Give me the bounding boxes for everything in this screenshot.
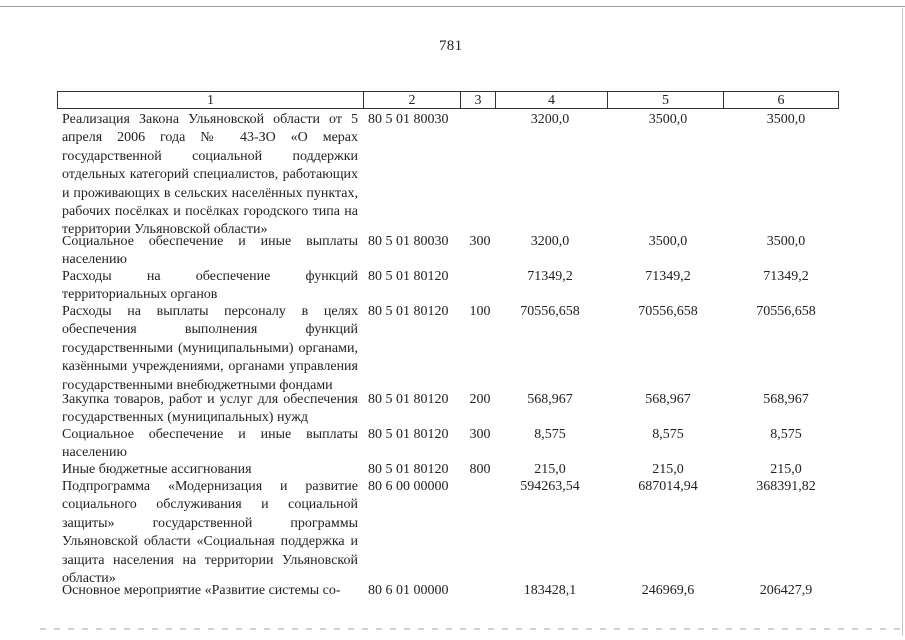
header-col-5: 5	[662, 93, 669, 108]
table-header-row	[57, 91, 839, 109]
row-value-5: 3500,0	[648, 112, 688, 127]
row-name: Социальное обеспечение и иные выплаты населению	[62, 427, 358, 461]
row-code: 80 5 01 80120	[368, 462, 449, 477]
row-name: Подпрограмма «Модернизация и развитие социального обслуживания и социальной защиты» государственной программы Ульяновской области «Социальная поддержка и защита населения на территории Ульяновской области»	[62, 479, 358, 587]
row-value-6: 3500,0	[766, 234, 806, 249]
header-col-4: 4	[548, 93, 555, 108]
row-value-5: 246969,6	[641, 583, 695, 598]
row-vr: 800	[469, 462, 491, 477]
row-value-4: 8,575	[534, 427, 566, 442]
right-scan-edge	[902, 8, 903, 636]
page-number: 781	[439, 38, 463, 54]
row-value-6: 8,575	[770, 427, 802, 442]
row-vr: 300	[469, 427, 491, 442]
row-value-6: 71349,2	[763, 269, 809, 284]
top-scan-rule	[0, 6, 905, 7]
row-vr: 100	[469, 304, 491, 319]
row-name: Реализация Закона Ульяновской области от 5 апреля 2006 года № 43-ЗО «О мерах государственной социальной поддержки отдельных категорий специалистов, работающих и проживающих в сельских населённых пунктах, рабочих посёлках и посёлках городского типа на территории Ульяновской области»	[62, 112, 358, 238]
row-value-4: 3200,0	[530, 112, 570, 127]
row-name: Расходы на выплаты персоналу в целях обеспечения выполнения функций государственными (муниципальными) органами, казёнными учреждениями, органами управления государственными внебюджетными фондами	[62, 304, 358, 393]
row-code: 80 5 01 80120	[368, 427, 449, 442]
header-col-2: 2	[408, 93, 416, 108]
header-col-3: 3	[474, 93, 482, 108]
row-code: 80 5 01 80030	[368, 234, 449, 249]
row-value-6: 70556,658	[756, 304, 816, 319]
row-value-6: 3500,0	[766, 112, 806, 127]
row-value-4: 71349,2	[527, 269, 573, 284]
row-code: 80 5 01 80120	[368, 392, 449, 407]
row-name: Расходы на обеспечение функций территориальных органов	[62, 269, 358, 303]
row-value-4: 568,967	[527, 392, 573, 407]
row-value-5: 8,575	[652, 427, 684, 442]
row-name: Иные бюджетные ассигнования	[62, 462, 252, 477]
row-value-5: 568,967	[645, 392, 691, 407]
row-value-4: 183428,1	[523, 583, 577, 598]
row-value-5: 3500,0	[648, 234, 688, 249]
row-value-5: 70556,658	[638, 304, 698, 319]
row-name: Основное мероприятие «Развитие системы со-	[62, 583, 341, 598]
row-value-6: 215,0	[770, 462, 802, 477]
row-code: 80 5 01 80030	[368, 112, 449, 127]
row-value-4: 70556,658	[520, 304, 580, 319]
row-name: Социальное обеспечение и иные выплаты населению	[62, 234, 358, 268]
row-vr: 300	[469, 234, 491, 249]
row-value-5: 215,0	[652, 462, 684, 477]
row-value-5: 71349,2	[645, 269, 691, 284]
header-col-1: 1	[207, 93, 214, 108]
row-code: 80 6 01 00000	[368, 583, 449, 598]
row-code: 80 5 01 80120	[368, 304, 449, 319]
row-value-5: 687014,94	[638, 479, 698, 494]
row-vr: 200	[469, 392, 491, 407]
bottom-scan-noise	[40, 628, 900, 630]
row-code: 80 6 00 00000	[368, 479, 449, 494]
row-name: Закупка товаров, работ и услуг для обеспечения государственных (муниципальных) нужд	[62, 392, 358, 426]
row-value-4: 215,0	[534, 462, 566, 477]
row-code: 80 5 01 80120	[368, 269, 449, 284]
row-value-6: 568,967	[763, 392, 809, 407]
row-value-4: 594263,54	[520, 479, 580, 494]
row-value-6: 206427,9	[759, 583, 813, 598]
header-col-6: 6	[777, 93, 785, 108]
row-value-6: 368391,82	[756, 479, 816, 494]
row-value-4: 3200,0	[530, 234, 570, 249]
